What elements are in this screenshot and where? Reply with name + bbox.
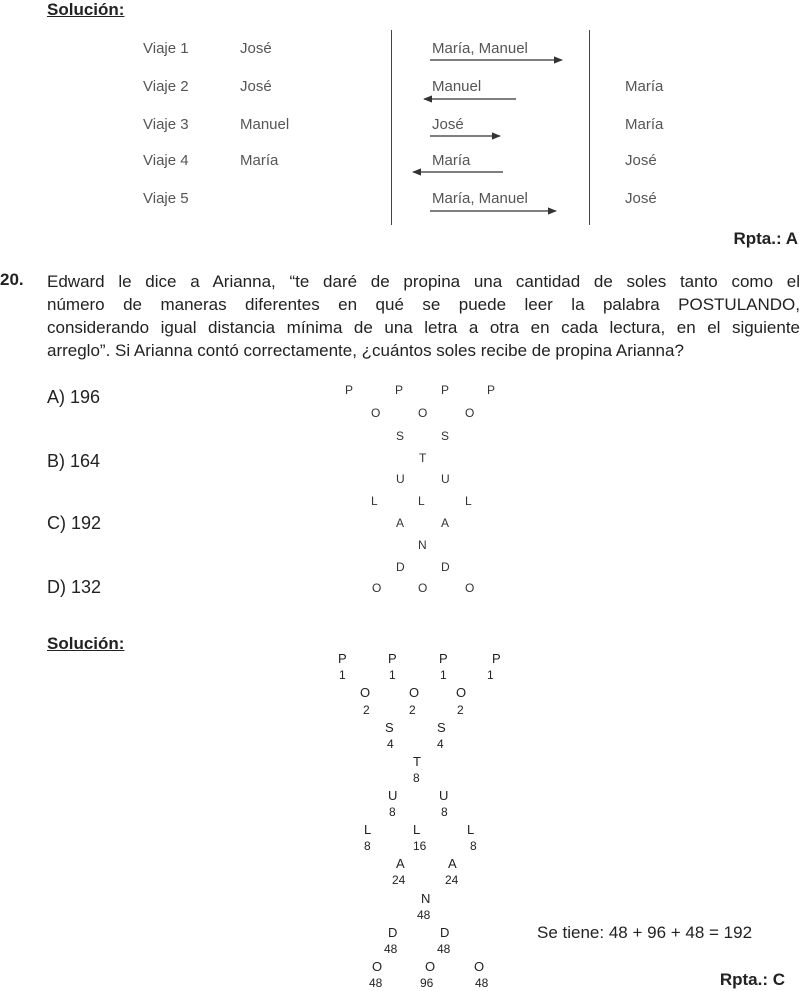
path-count: 2: [409, 703, 416, 717]
grid-letter: O: [418, 406, 428, 420]
grid-letter: O: [372, 581, 382, 595]
grid-letter: L: [467, 822, 475, 837]
grid-letter: N: [421, 891, 431, 906]
grid-letter: O: [372, 959, 383, 974]
answer-label-1: Rpta.: A: [733, 229, 798, 248]
left-bank-cell: María: [240, 152, 279, 169]
path-count: 8: [470, 839, 477, 853]
grid-letter: A: [448, 856, 457, 871]
path-count: 2: [457, 703, 464, 717]
grid-letter: D: [441, 560, 450, 574]
grid-letter: P: [395, 383, 404, 397]
grid-letter: O: [465, 581, 475, 595]
question-number: 20.: [0, 270, 24, 289]
option-b: B) 164: [47, 451, 101, 471]
question-line: número de maneras diferentes en qué se puede leer la palabra POSTULANDO,: [47, 295, 800, 314]
trip-label: Viaje 5: [143, 190, 189, 207]
grid-letter: P: [441, 383, 450, 397]
grid-letter: S: [441, 429, 450, 443]
grid-letter: O: [425, 959, 436, 974]
path-count: 96: [420, 976, 434, 990]
path-count: 24: [445, 873, 459, 887]
grid-letter: L: [364, 822, 372, 837]
path-count: 2: [363, 703, 370, 717]
right-bank-cell: María: [625, 78, 664, 95]
grid-letter: S: [396, 429, 405, 443]
grid-letter: P: [345, 383, 354, 397]
grid-letter: A: [441, 516, 450, 530]
grid-letter: D: [388, 925, 398, 940]
path-count: 1: [487, 668, 494, 682]
grid-letter: N: [418, 538, 427, 552]
grid-letter: O: [474, 959, 485, 974]
path-count: 4: [387, 737, 394, 751]
grid-letter: U: [439, 788, 449, 803]
grid-letter: D: [396, 560, 405, 574]
boat-cell: María, Manuel: [432, 190, 528, 207]
left-bank-cell: Manuel: [240, 116, 290, 133]
path-count: 1: [440, 668, 447, 682]
grid-letter: T: [419, 451, 427, 465]
trip-label: Viaje 3: [143, 116, 189, 133]
solution-heading-1: Solución:: [47, 0, 125, 19]
grid-letter: U: [441, 472, 450, 486]
path-count: 1: [389, 668, 396, 682]
grid-letter: L: [418, 494, 425, 508]
direction-arrows: [0, 0, 800, 240]
grid-letter: L: [413, 822, 421, 837]
path-count: 48: [384, 942, 398, 956]
boat-cell: María, Manuel: [432, 40, 528, 57]
grid-letter: O: [409, 685, 420, 700]
question-line: Edward le dice a Arianna, “te daré de propina una cantidad de soles tanto como el: [47, 272, 800, 291]
trip-label: Viaje 4: [143, 152, 189, 169]
grid-letter: O: [371, 406, 381, 420]
answer-label-2: Rpta.: C: [719, 970, 785, 989]
trip-label: Viaje 1: [143, 40, 189, 57]
grid-letter: T: [413, 754, 421, 769]
option-d: D) 132: [47, 577, 102, 597]
grid-letter: L: [465, 494, 472, 508]
path-count: 8: [441, 805, 448, 819]
solution-heading-2: Solución:: [47, 634, 125, 653]
grid-letter: D: [440, 925, 450, 940]
left-bank-cell: José: [240, 78, 272, 95]
path-count: 8: [364, 839, 371, 853]
question-text: [47, 270, 800, 362]
question-line: arreglo”. Si Arianna contó correctamente, ¿cuántos soles recibe de propina Arianna?: [47, 341, 684, 360]
grid-letter: O: [360, 685, 371, 700]
boat-cell: Manuel: [432, 78, 482, 95]
option-a: A) 196: [47, 387, 101, 407]
grid-letter: A: [396, 516, 405, 530]
path-count: 8: [413, 771, 420, 785]
path-count: 48: [437, 942, 451, 956]
right-bank-cell: José: [625, 190, 657, 207]
sum-formula: Se tiene: 48 + 96 + 48 = 192: [537, 923, 753, 942]
path-count: 4: [437, 737, 444, 751]
grid-letter: O: [465, 406, 475, 420]
boat-cell: María: [432, 152, 471, 169]
path-count: 8: [389, 805, 396, 819]
trip-label: Viaje 2: [143, 78, 189, 95]
grid-letter: U: [396, 472, 405, 486]
right-bank-cell: María: [625, 116, 664, 133]
grid-letter: O: [418, 581, 428, 595]
boat-cell: José: [432, 116, 464, 133]
path-count: 24: [392, 873, 406, 887]
left-bank-cell: José: [240, 40, 272, 57]
right-bank-cell: José: [625, 152, 657, 169]
grid-letter: P: [388, 651, 397, 666]
grid-letter: P: [492, 651, 501, 666]
grid-letter: P: [439, 651, 448, 666]
path-count: 16: [413, 839, 427, 853]
grid-letter: O: [456, 685, 467, 700]
grid-letter: S: [385, 720, 394, 735]
grid-letter: L: [371, 494, 378, 508]
path-count: 48: [475, 976, 489, 990]
grid-letter: U: [388, 788, 398, 803]
grid-letter: A: [396, 856, 405, 871]
grid-letter: P: [338, 651, 347, 666]
path-count: 1: [339, 668, 346, 682]
grid-letter: S: [437, 720, 446, 735]
question-line: considerando igual distancia mínima de una letra a otra en cada lectura, en el siguiente: [47, 318, 800, 337]
path-count: 48: [369, 976, 383, 990]
option-c: C) 192: [47, 513, 102, 533]
path-count: 48: [417, 908, 431, 922]
grid-letter: P: [487, 383, 496, 397]
